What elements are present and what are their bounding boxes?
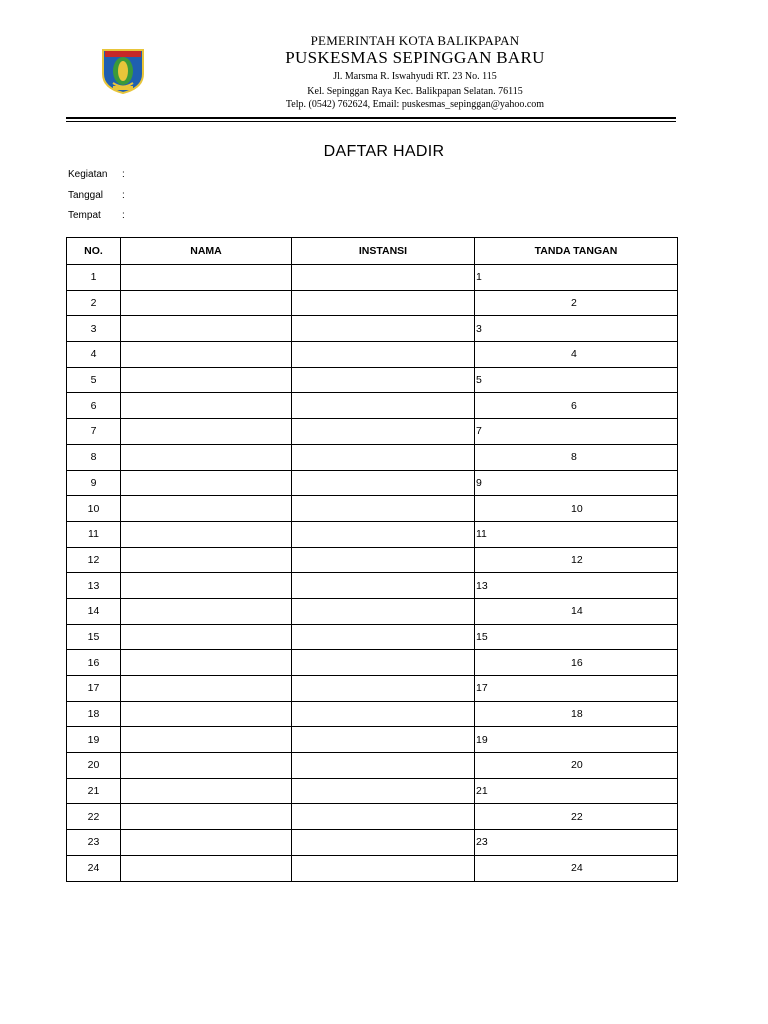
field-colon: :	[122, 210, 125, 221]
signature-cell[interactable]	[475, 830, 678, 856]
institution-cell[interactable]	[292, 727, 475, 753]
institution-cell[interactable]	[292, 753, 475, 779]
signature-cell[interactable]	[475, 701, 678, 727]
row-number: 3	[67, 316, 121, 342]
contact-line: Telp. (0542) 762624, Email: puskesmas_sepinggan@yahoo.com	[285, 99, 545, 110]
name-cell[interactable]	[121, 598, 292, 624]
table-row	[67, 419, 678, 445]
row-number: 16	[67, 650, 121, 676]
signature-cell[interactable]	[475, 753, 678, 779]
attendance-table	[66, 237, 678, 882]
row-number: 9	[67, 470, 121, 496]
row-number: 24	[67, 855, 121, 881]
signature-cell[interactable]	[475, 804, 678, 830]
institution-cell[interactable]	[292, 342, 475, 368]
signature-cell[interactable]	[475, 393, 678, 419]
row-number: 12	[67, 547, 121, 573]
column-header-nama: NAMA	[121, 238, 292, 265]
signature-cell[interactable]	[475, 316, 678, 342]
name-cell[interactable]	[121, 367, 292, 393]
table-row	[67, 830, 678, 856]
institution-cell[interactable]	[292, 778, 475, 804]
name-cell[interactable]	[121, 290, 292, 316]
row-number: 18	[67, 701, 121, 727]
table-row	[67, 316, 678, 342]
name-cell[interactable]	[121, 573, 292, 599]
table-row	[67, 753, 678, 779]
table-row	[67, 598, 678, 624]
address-line: Jl. Marsma R. Iswahyudi RT. 23 No. 115	[333, 71, 497, 82]
signature-cell[interactable]	[475, 265, 678, 291]
institution-cell[interactable]	[292, 290, 475, 316]
row-number: 17	[67, 676, 121, 702]
signature-number: 19	[476, 733, 488, 746]
signature-cell[interactable]	[475, 573, 678, 599]
field-kegiatan	[68, 169, 125, 180]
row-number: 6	[67, 393, 121, 419]
letterhead-divider	[66, 117, 676, 119]
row-number: 20	[67, 753, 121, 779]
table-row	[67, 342, 678, 368]
signature-number: 15	[476, 630, 488, 643]
signature-cell[interactable]	[475, 855, 678, 881]
signature-number: 2	[571, 297, 577, 310]
signature-cell[interactable]	[475, 290, 678, 316]
table-row	[67, 470, 678, 496]
name-cell[interactable]	[121, 676, 292, 702]
table-row	[67, 265, 678, 291]
signature-number: 13	[476, 579, 488, 592]
signature-number: 10	[571, 502, 583, 515]
name-cell[interactable]	[121, 470, 292, 496]
institution-cell[interactable]	[292, 573, 475, 599]
name-cell[interactable]	[121, 830, 292, 856]
signature-cell[interactable]	[475, 521, 678, 547]
name-cell[interactable]	[121, 342, 292, 368]
name-cell[interactable]	[121, 419, 292, 445]
signature-number: 7	[476, 425, 482, 438]
institution-cell[interactable]	[292, 419, 475, 445]
name-cell[interactable]	[121, 701, 292, 727]
institution-name: PUSKESMAS SEPINGGAN BARU	[285, 48, 545, 67]
institution-cell[interactable]	[292, 496, 475, 522]
institution-cell[interactable]	[292, 701, 475, 727]
signature-number: 17	[476, 682, 488, 695]
table-row	[67, 547, 678, 573]
row-number: 4	[67, 342, 121, 368]
row-number: 7	[67, 419, 121, 445]
name-cell[interactable]	[121, 393, 292, 419]
table-row	[67, 804, 678, 830]
institution-cell[interactable]	[292, 598, 475, 624]
letterhead-divider-thin	[66, 121, 676, 122]
table-row	[67, 367, 678, 393]
institution-cell[interactable]	[292, 470, 475, 496]
row-number: 14	[67, 598, 121, 624]
name-cell[interactable]	[121, 650, 292, 676]
name-cell[interactable]	[121, 496, 292, 522]
table-row	[67, 496, 678, 522]
signature-cell[interactable]	[475, 470, 678, 496]
signature-cell[interactable]	[475, 650, 678, 676]
district-line: Kel. Sepinggan Raya Kec. Balikpapan Selatan. 76115	[307, 86, 523, 97]
field-tempat	[68, 210, 125, 221]
signature-number: 18	[571, 708, 583, 721]
institution-cell[interactable]	[292, 650, 475, 676]
signature-number: 22	[571, 810, 583, 823]
name-cell[interactable]	[121, 547, 292, 573]
signature-number: 16	[571, 656, 583, 669]
signature-cell[interactable]	[475, 598, 678, 624]
city-emblem-icon	[99, 44, 147, 94]
column-header-tanda-tangan: TANDA TANGAN	[475, 238, 678, 265]
row-number: 22	[67, 804, 121, 830]
name-cell[interactable]	[121, 265, 292, 291]
name-cell[interactable]	[121, 316, 292, 342]
row-number: 15	[67, 624, 121, 650]
institution-cell[interactable]	[292, 444, 475, 470]
signature-number: 6	[571, 399, 577, 412]
table-row	[67, 650, 678, 676]
institution-cell[interactable]	[292, 855, 475, 881]
signature-cell[interactable]	[475, 727, 678, 753]
field-colon: :	[122, 190, 125, 201]
government-name: PEMERINTAH KOTA BALIKPAPAN	[310, 33, 520, 48]
table-row	[67, 727, 678, 753]
institution-cell[interactable]	[292, 265, 475, 291]
signature-number: 24	[571, 862, 583, 875]
name-cell[interactable]	[121, 778, 292, 804]
row-number: 8	[67, 444, 121, 470]
institution-cell[interactable]	[292, 316, 475, 342]
table-row	[67, 393, 678, 419]
table-row	[67, 444, 678, 470]
table-row	[67, 573, 678, 599]
signature-number: 8	[571, 451, 577, 464]
signature-cell[interactable]	[475, 419, 678, 445]
signature-number: 3	[476, 322, 482, 335]
page-title: DAFTAR HADIR	[323, 143, 445, 160]
name-cell[interactable]	[121, 753, 292, 779]
signature-cell[interactable]	[475, 547, 678, 573]
row-number: 13	[67, 573, 121, 599]
name-cell[interactable]	[121, 521, 292, 547]
signature-cell[interactable]	[475, 367, 678, 393]
row-number: 2	[67, 290, 121, 316]
row-number: 5	[67, 367, 121, 393]
table-row	[67, 676, 678, 702]
table-row	[67, 290, 678, 316]
row-number: 19	[67, 727, 121, 753]
row-number: 21	[67, 778, 121, 804]
signature-number: 20	[571, 759, 583, 772]
signature-number: 11	[476, 528, 487, 541]
row-number: 1	[67, 265, 121, 291]
institution-cell[interactable]	[292, 367, 475, 393]
table-header-row	[67, 238, 678, 265]
field-tanggal	[68, 190, 125, 201]
name-cell[interactable]	[121, 727, 292, 753]
institution-cell[interactable]	[292, 393, 475, 419]
signature-cell[interactable]	[475, 342, 678, 368]
name-cell[interactable]	[121, 804, 292, 830]
table-row	[67, 778, 678, 804]
institution-cell[interactable]	[292, 676, 475, 702]
field-label: Tempat	[68, 210, 101, 221]
row-number: 23	[67, 830, 121, 856]
institution-cell[interactable]	[292, 521, 475, 547]
name-cell[interactable]	[121, 444, 292, 470]
institution-cell[interactable]	[292, 624, 475, 650]
signature-number: 1	[476, 271, 482, 284]
signature-cell[interactable]	[475, 624, 678, 650]
row-number: 11	[67, 521, 121, 547]
signature-number: 5	[476, 374, 482, 387]
signature-cell[interactable]	[475, 778, 678, 804]
signature-cell[interactable]	[475, 676, 678, 702]
column-header-no: NO.	[67, 238, 121, 265]
row-number: 10	[67, 496, 121, 522]
table-row	[67, 855, 678, 881]
signature-number: 4	[571, 348, 577, 361]
column-header-instansi: INSTANSI	[292, 238, 475, 265]
signature-number: 21	[476, 785, 488, 798]
signature-number: 12	[571, 553, 583, 566]
signature-number: 9	[476, 476, 482, 489]
table-row	[67, 521, 678, 547]
name-cell[interactable]	[121, 624, 292, 650]
table-row	[67, 701, 678, 727]
table-row	[67, 624, 678, 650]
institution-cell[interactable]	[292, 547, 475, 573]
institution-cell[interactable]	[292, 830, 475, 856]
name-cell[interactable]	[121, 855, 292, 881]
signature-number: 23	[476, 836, 488, 849]
field-colon: :	[122, 169, 125, 180]
field-label: Kegiatan	[68, 169, 108, 180]
signature-cell[interactable]	[475, 496, 678, 522]
signature-cell[interactable]	[475, 444, 678, 470]
field-label: Tanggal	[68, 190, 104, 201]
signature-number: 14	[571, 605, 583, 618]
institution-cell[interactable]	[292, 804, 475, 830]
